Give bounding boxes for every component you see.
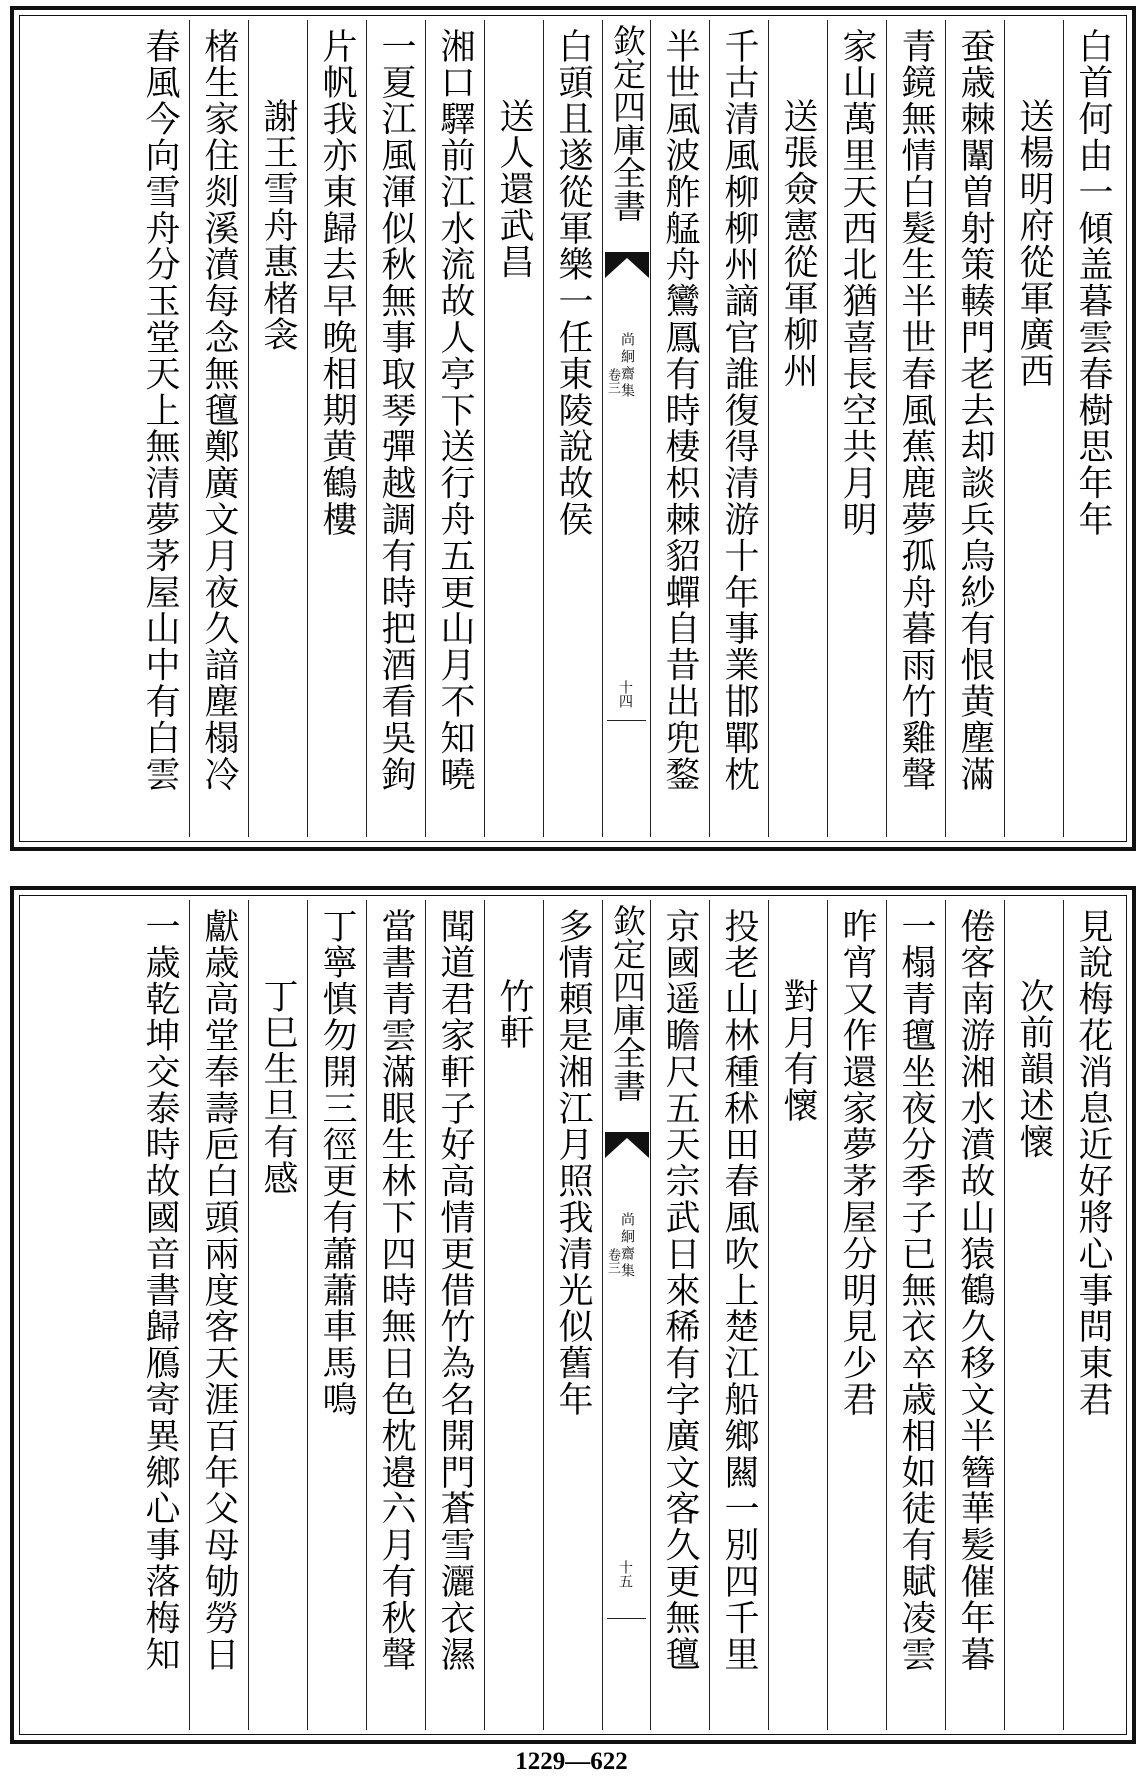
text-column: 倦客南游湘水濆故山猿鶴久移文半簪華髪催年暮: [945, 900, 1004, 1730]
poem-title: 丁巳生旦有感: [248, 900, 307, 1730]
text-column: 白首何由一傾盖暮雲春樹思年年: [1063, 20, 1122, 837]
text-column: 蚕歳棘闈曽射策輳門老去却談兵烏紗有恨黄塵滿: [945, 20, 1004, 837]
text-column: 千古清風柳柳州謫官誰復得清游十年事業邯鄲枕: [709, 20, 768, 837]
poem-title: 竹軒: [484, 900, 543, 1730]
text-column: 春風今向雪舟分玉堂天上無清夢茅屋山中有白雲: [140, 28, 180, 793]
center-fold: [602, 20, 650, 837]
poem-title: 次前韻述懷: [1004, 900, 1063, 1730]
fold-rule: [607, 1618, 646, 1619]
page-number: 十四: [617, 680, 633, 708]
text-column: 投老山林種秫田春風吹上楚江船鄉闗一別四千里: [709, 900, 768, 1730]
text-column: 白頭且遂從軍樂一任東陵說故侯: [543, 20, 602, 837]
bottom-page-columns: [24, 900, 1122, 1730]
text-column: 一榻青氊坐夜分季子已無衣卒歳相如徒有賦凌雲: [886, 900, 945, 1730]
text-column: 湘口驛前江水流故人亭下送行舟五更山月不知曉: [425, 20, 484, 837]
series-title: 欽定四庫全書: [608, 904, 647, 1102]
book-title: 尚絅齋集: [619, 332, 635, 400]
top-page-columns: [24, 20, 1122, 837]
bottom-page: [10, 886, 1136, 1744]
text-column: 見說梅花消息近好將心事問東君: [1063, 900, 1122, 1730]
text-column: 昨宵又作還家夢茅屋分明見少君: [827, 900, 886, 1730]
text-column: 片帆我亦東歸去早晚相期黄鶴樓: [307, 20, 366, 837]
poem-title: 送楊明府從軍廣西: [1004, 20, 1063, 837]
poem-title: 送人還武昌: [484, 20, 543, 837]
text-column: 一夏江風渾似秋無事取琴彈越調有時把酒看吳鉤: [366, 20, 425, 837]
text-column: 獻歳高堂奉壽巵白頭兩度客天涯百年父母劬勞日: [189, 900, 248, 1730]
poem-title: 送張僉憲從軍柳州: [768, 20, 827, 837]
series-title: 欽定四庫全書: [608, 24, 647, 222]
text-column: 聞道君家軒子好高情更借竹為名開門蒼雪灑衣濕: [425, 900, 484, 1730]
center-fold: [602, 900, 650, 1730]
text-column: 多情頼是湘江月照我清光似舊年: [543, 900, 602, 1730]
top-page: [10, 6, 1136, 851]
volume-number: 卷三: [605, 368, 620, 394]
text-column: 青鏡無情白髮生半世春風蕉鹿夢孤舟暮雨竹雞聲: [886, 20, 945, 837]
fish-tail-mark-icon: [605, 1132, 649, 1158]
text-column: 家山萬里天西北猶喜長空共月明: [827, 20, 886, 837]
text-column: 當書青雲滿眼生林下四時無日色枕邉六月有秋聲: [366, 900, 425, 1730]
page-number: 十五: [617, 1560, 633, 1588]
fold-rule: [607, 720, 646, 721]
poem-title: 謝王雪舟惠楮衾: [248, 20, 307, 837]
text-column: 楮生家住剡溪濆每念無氊鄭廣文月夜久諳塵榻冷: [189, 20, 248, 837]
volume-number: 卷三: [605, 1248, 620, 1274]
page-footer-number: 1229—622: [515, 1748, 628, 1775]
text-column: 半世風波舴艋舟鸞鳳有時棲枳棘貂蟬自昔出兜鍪: [650, 20, 709, 837]
book-title: 尚絅齋集: [619, 1212, 635, 1280]
text-column: 京國遥瞻尺五天宗武日來稀有字廣文客久更無氊: [650, 900, 709, 1730]
fish-tail-mark-icon: [605, 252, 649, 278]
text-column: 一歳乾坤交泰時故國音書歸鴈寄異鄉心事落梅知: [140, 908, 180, 1673]
poem-title: 對月有懷: [768, 900, 827, 1730]
text-column: 丁寧慎勿開三徑更有蕭蕭車馬鳴: [307, 900, 366, 1730]
